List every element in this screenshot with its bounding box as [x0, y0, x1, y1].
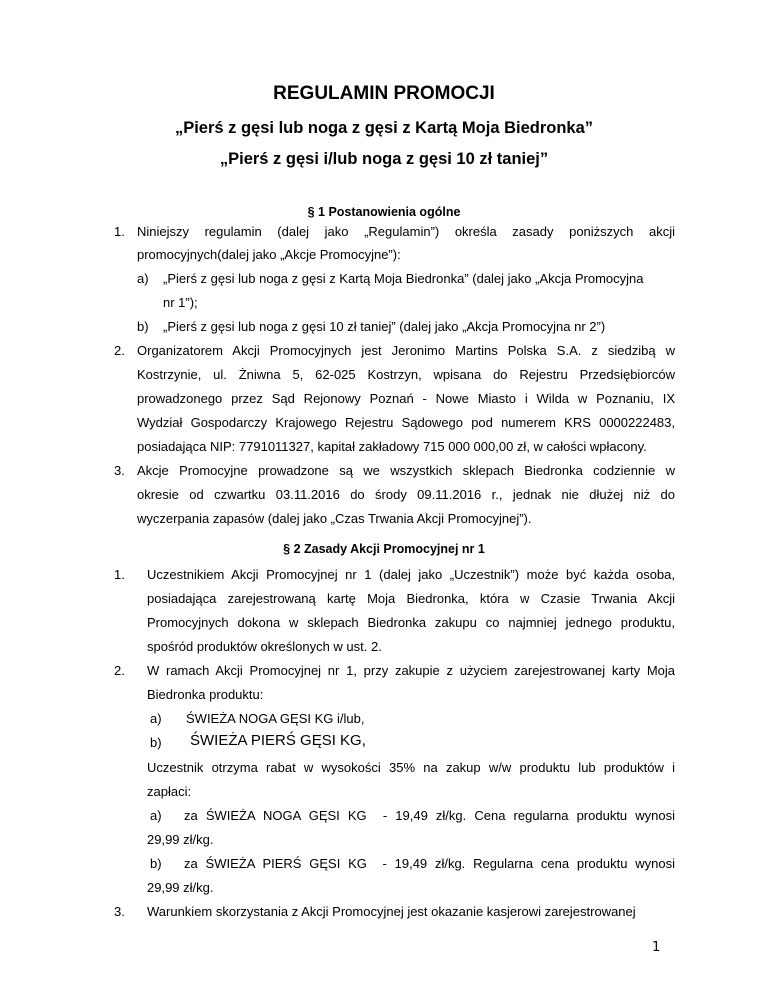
s1-p1-a-line: nr 1”);: [163, 295, 198, 310]
s1-p2-line: Kostrzynie, ul. Żniwna 5, 62-025 Kostrzyn, wpisana do Rejestru Przedsiębiorców: [137, 367, 675, 382]
s2-p3-line: Warunkiem skorzystania z Akcji Promocyjnej jest okazanie kasjerowi zarejestrowanej: [147, 904, 636, 919]
s1-p3-line: Akcje Promocyjne prowadzone są we wszystkich sklepach Biedronka codziennie w: [137, 463, 675, 478]
s2-p2-price-b-line: 29,99 zł/kg.: [147, 880, 214, 895]
s2-p1-number: 1.: [114, 567, 125, 582]
s1-p1-line: Niniejszy regulamin (dalej jako „Regulamin”) określa zasady poniższych akcji: [137, 224, 675, 239]
s2-p2-price-b-line: za ŚWIEŻA PIERŚ GĘSI KG - 19,49 zł/kg. Regularna cena produktu wynosi: [184, 856, 675, 871]
s2-p2-line: Uczestnik otrzyma rabat w wysokości 35% na zakup w/w produktu lub produktów i: [147, 760, 675, 775]
page-number: 1: [652, 940, 661, 955]
s2-p2-a-text: ŚWIEŻA NOGA GĘSI KG i/lub,: [186, 711, 365, 726]
s2-p2-line: W ramach Akcji Promocyjnej nr 1, przy zakupie z użyciem zarejestrowanej karty Moja: [147, 663, 675, 678]
document-subtitle-2: „Pierś z gęsi i/lub noga z gęsi 10 zł taniej”: [219, 150, 549, 168]
s1-p3-line: wyczerpania zapasów (dalej jako „Czas Trwania Akcji Promocyjnej”).: [137, 511, 532, 526]
s2-p2-a-label: a): [150, 711, 162, 726]
s2-p2-price-a-line: 29,99 zł/kg.: [147, 832, 214, 847]
s2-p2-price-a-line: za ŚWIEŻA NOGA GĘSI KG - 19,49 zł/kg. Cena regularna produktu wynosi: [184, 808, 675, 823]
s2-p1-line: Promocyjnych dokona w sklepach Biedronka zakupu co najmniej jednego produktu,: [147, 615, 675, 630]
s1-p1-b-label: b): [137, 319, 149, 334]
s2-p3-number: 3.: [114, 904, 125, 919]
s1-p3-line: okresie od czwartku 03.11.2016 do środy 09.11.2016 r., jednak nie dłużej niż do: [137, 487, 675, 502]
s1-p2-line: Wydział Gospodarczy Krajowego Rejestru Sądowego pod numerem KRS 0000222483,: [137, 415, 675, 430]
s1-p1-line: promocyjnych(dalej jako „Akcje Promocyjne”):: [137, 247, 401, 262]
s2-p2-line: Biedronka produktu:: [147, 687, 264, 702]
s2-p1-line: spośród produktów określonych w ust. 2.: [147, 639, 382, 654]
s2-p2-line: zapłaci:: [147, 784, 192, 799]
s1-p1-b-line: „Pierś z gęsi lub noga z gęsi 10 zł taniej” (dalej jako „Akcja Promocyjna nr 2”): [163, 319, 606, 334]
s1-p3-number: 3.: [114, 463, 125, 478]
s2-p2-b-label: b): [150, 735, 162, 750]
s2-p2-b-text: ŚWIEŻA PIERŚ GĘSI KG,: [190, 732, 366, 749]
s1-p2-line: posiadająca NIP: 7791011327, kapitał zakładowy 715 000 000,00 zł, w całości wpłacony.: [137, 439, 647, 454]
s2-p2-price-b-label: b): [150, 856, 162, 871]
s1-p1-number: 1.: [114, 224, 125, 239]
s2-p2-price-a-label: a): [150, 808, 162, 823]
s1-p2-line: Organizatorem Akcji Promocyjnych jest Jeronimo Martins Polska S.A. z siedzibą w: [137, 343, 675, 358]
document-title: REGULAMIN PROMOCJI: [273, 83, 495, 104]
s1-p2-number: 2.: [114, 343, 125, 358]
s2-p2-number: 2.: [114, 663, 125, 678]
section-2-heading: § 2 Zasady Akcji Promocyjnej nr 1: [283, 542, 485, 556]
s1-p1-a-label: a): [137, 271, 149, 286]
document-subtitle-1: „Pierś z gęsi lub noga z gęsi z Kartą Moja Biedronka”: [174, 119, 594, 137]
s2-p1-line: posiadająca zarejestrowaną kartę Moja Biedronka, która w Czasie Trwania Akcji: [147, 591, 675, 606]
s1-p1-a-line: „Pierś z gęsi lub noga z gęsi z Kartą Moja Biedronka” (dalej jako „Akcja Promocyjna: [163, 271, 644, 286]
section-1-heading: § 1 Postanowienia ogólne: [307, 205, 461, 219]
s2-p1-line: Uczestnikiem Akcji Promocyjnej nr 1 (dalej jako „Uczestnik”) może być każda osoba,: [147, 567, 675, 582]
s1-p2-line: prowadzonego przez Sąd Rejonowy Poznań - Nowe Miasto i Wilda w Poznaniu, IX: [137, 391, 675, 406]
